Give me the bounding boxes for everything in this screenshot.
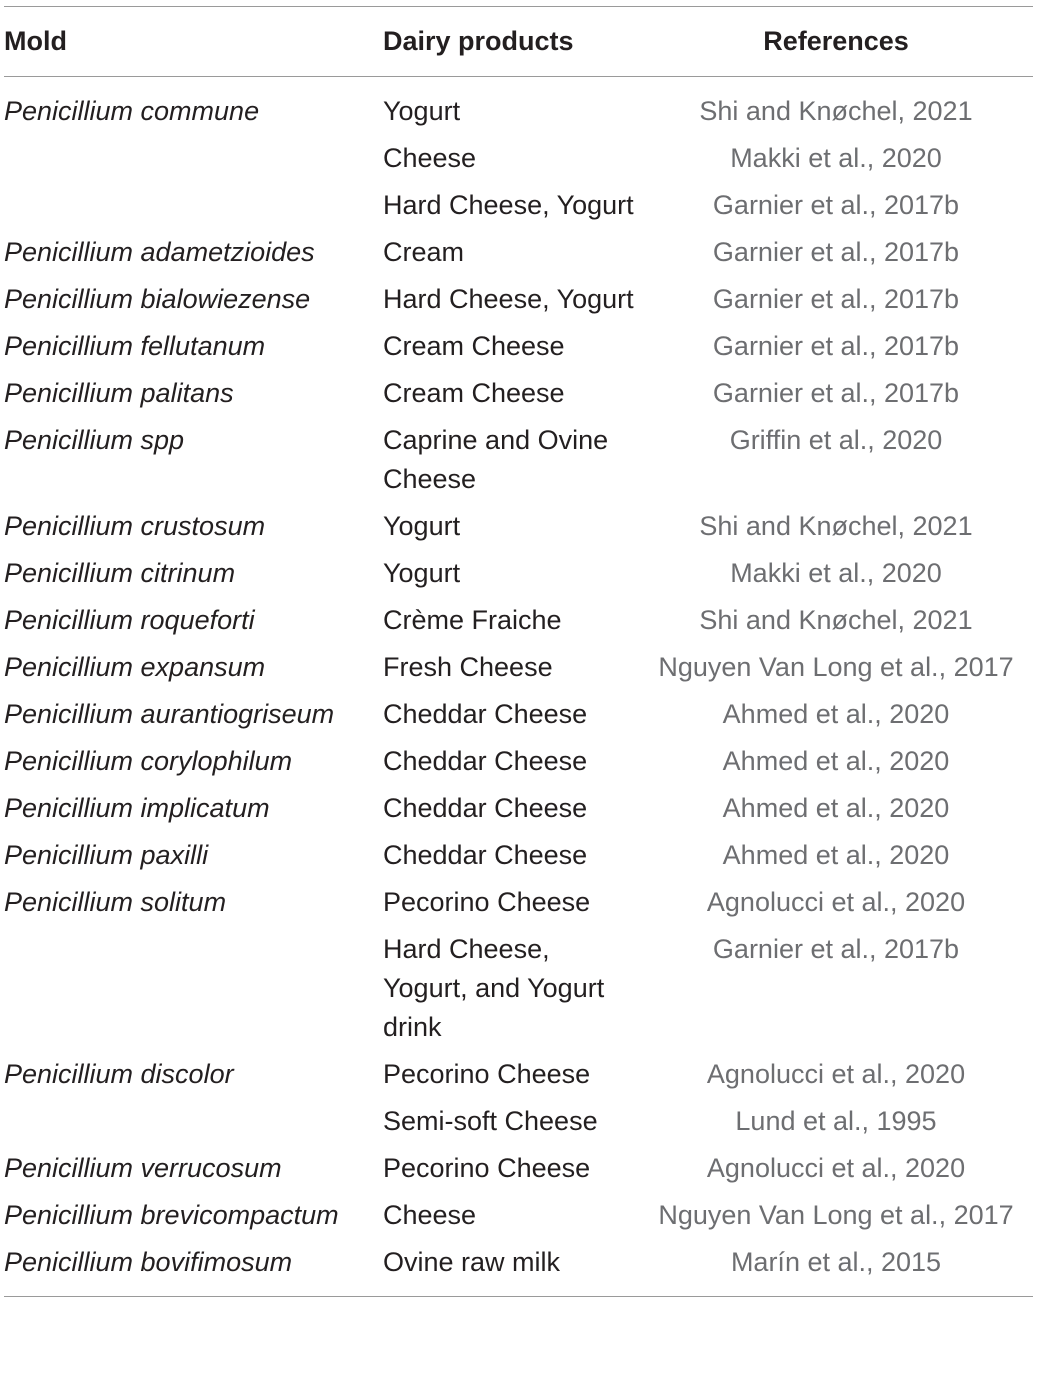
- mold-cell: Penicillium bovifimosum: [4, 1247, 293, 1277]
- mold-cell: [4, 926, 383, 1051]
- dairy-product-cell: Yogurt: [383, 511, 461, 541]
- dairy-product-cell: Hard Cheese, Yogurt, and Yogurt drink: [383, 934, 605, 1042]
- mold-cell: Penicillium citrinum: [4, 558, 236, 588]
- reference-cell: Garnier et al., 2017b: [712, 237, 960, 267]
- dairy-product-cell: Cheddar Cheese: [383, 699, 588, 729]
- table-row: [4, 832, 1033, 879]
- dairy-product-cell: Cheese: [383, 143, 477, 173]
- reference-cell: Garnier et al., 2017b: [712, 331, 960, 361]
- reference-cell: Nguyen Van Long et al., 2017: [658, 652, 1014, 682]
- table-row: [4, 926, 1033, 1051]
- mold-cell: Penicillium bialowiezense: [4, 284, 311, 314]
- mold-cell: Penicillium solitum: [4, 887, 227, 917]
- mold-cell: Penicillium crustosum: [4, 511, 266, 541]
- table-row: [4, 323, 1033, 370]
- data-table: [4, 7, 1033, 1296]
- header-mold: Mold: [4, 26, 67, 56]
- reference-cell: Marín et al., 2015: [730, 1247, 942, 1277]
- mold-cell: [4, 1098, 383, 1145]
- dairy-product-cell: Cheese: [383, 1200, 477, 1230]
- dairy-product-cell: Hard Cheese, Yogurt: [383, 284, 634, 314]
- header-row: [4, 7, 1033, 76]
- dairy-product-cell: Pecorino Cheese: [383, 1153, 591, 1183]
- table-row: [4, 135, 1033, 182]
- reference-cell: Ahmed et al., 2020: [722, 793, 950, 823]
- mold-cell: Penicillium spp: [4, 425, 185, 455]
- dairy-product-cell: Ovine raw milk: [383, 1247, 561, 1277]
- mold-cell: Penicillium expansum: [4, 652, 266, 682]
- reference-cell: Lund et al., 1995: [735, 1106, 937, 1136]
- table-row: [4, 182, 1033, 229]
- table-row: [4, 370, 1033, 417]
- table-row: [4, 597, 1033, 644]
- dairy-product-cell: Hard Cheese, Yogurt: [383, 190, 634, 220]
- table-row: [4, 76, 1033, 135]
- reference-cell: Agnolucci et al., 2020: [706, 1153, 966, 1183]
- table-row: [4, 503, 1033, 550]
- reference-cell: Griffin et al., 2020: [729, 425, 943, 455]
- mold-cell: Penicillium commune: [4, 96, 260, 126]
- reference-cell: Garnier et al., 2017b: [712, 378, 960, 408]
- dairy-product-cell: Yogurt: [383, 96, 461, 126]
- table-row: [4, 417, 1033, 503]
- reference-cell: Ahmed et al., 2020: [722, 840, 950, 870]
- mold-cell: Penicillium fellutanum: [4, 331, 266, 361]
- dairy-product-cell: Cream: [383, 237, 465, 267]
- mold-table: [4, 6, 1033, 1297]
- reference-cell: Shi and Knøchel, 2021: [699, 96, 973, 126]
- bottom-rule: [4, 1296, 1033, 1297]
- mold-cell: Penicillium brevicompactum: [4, 1200, 339, 1230]
- dairy-product-cell: Fresh Cheese: [383, 652, 553, 682]
- reference-cell: Ahmed et al., 2020: [722, 699, 950, 729]
- reference-cell: Garnier et al., 2017b: [712, 934, 960, 964]
- dairy-product-cell: Semi-soft Cheese: [383, 1106, 598, 1136]
- mold-cell: Penicillium adametzioides: [4, 237, 315, 267]
- dairy-product-cell: Crème Fraiche: [383, 605, 562, 635]
- table-row: [4, 1051, 1033, 1098]
- table-row: [4, 550, 1033, 597]
- reference-cell: Garnier et al., 2017b: [712, 190, 960, 220]
- dairy-product-cell: Cheddar Cheese: [383, 793, 588, 823]
- mold-cell: [4, 135, 383, 182]
- table-row: [4, 644, 1033, 691]
- mold-cell: Penicillium roqueforti: [4, 605, 255, 635]
- header-dairy-products: Dairy products: [383, 26, 574, 56]
- dairy-product-cell: Cream Cheese: [383, 378, 565, 408]
- reference-cell: Makki et al., 2020: [730, 558, 942, 588]
- table-body: [4, 76, 1033, 1296]
- reference-cell: Garnier et al., 2017b: [712, 284, 960, 314]
- mold-cell: Penicillium discolor: [4, 1059, 234, 1089]
- mold-cell: Penicillium aurantiogriseum: [4, 699, 335, 729]
- dairy-product-cell: Pecorino Cheese: [383, 1059, 591, 1089]
- reference-cell: Makki et al., 2020: [730, 143, 942, 173]
- table-row: [4, 1192, 1033, 1239]
- table-row: [4, 738, 1033, 785]
- dairy-product-cell: Caprine and Ovine Cheese: [383, 425, 609, 494]
- reference-cell: Ahmed et al., 2020: [722, 746, 950, 776]
- table-row: [4, 1239, 1033, 1296]
- reference-cell: Shi and Knøchel, 2021: [699, 605, 973, 635]
- dairy-product-cell: Pecorino Cheese: [383, 887, 591, 917]
- reference-cell: Agnolucci et al., 2020: [706, 1059, 966, 1089]
- mold-cell: Penicillium verrucosum: [4, 1153, 282, 1183]
- dairy-product-cell: Cheddar Cheese: [383, 840, 588, 870]
- mold-cell: Penicillium implicatum: [4, 793, 270, 823]
- reference-cell: Shi and Knøchel, 2021: [699, 511, 973, 541]
- mold-cell: Penicillium paxilli: [4, 840, 209, 870]
- table-row: [4, 229, 1033, 276]
- reference-cell: Nguyen Van Long et al., 2017: [658, 1200, 1014, 1230]
- table-row: [4, 879, 1033, 926]
- dairy-product-cell: Cream Cheese: [383, 331, 565, 361]
- mold-cell: [4, 182, 383, 229]
- mold-cell: Penicillium corylophilum: [4, 746, 293, 776]
- table-row: [4, 691, 1033, 738]
- table-row: [4, 785, 1033, 832]
- header-references: References: [763, 26, 909, 56]
- table-row: [4, 1098, 1033, 1145]
- table-row: [4, 276, 1033, 323]
- header-rule: [4, 76, 1033, 77]
- table-row: [4, 1145, 1033, 1192]
- reference-cell: Agnolucci et al., 2020: [706, 887, 966, 917]
- dairy-product-cell: Cheddar Cheese: [383, 746, 588, 776]
- mold-cell: Penicillium palitans: [4, 378, 234, 408]
- dairy-product-cell: Yogurt: [383, 558, 461, 588]
